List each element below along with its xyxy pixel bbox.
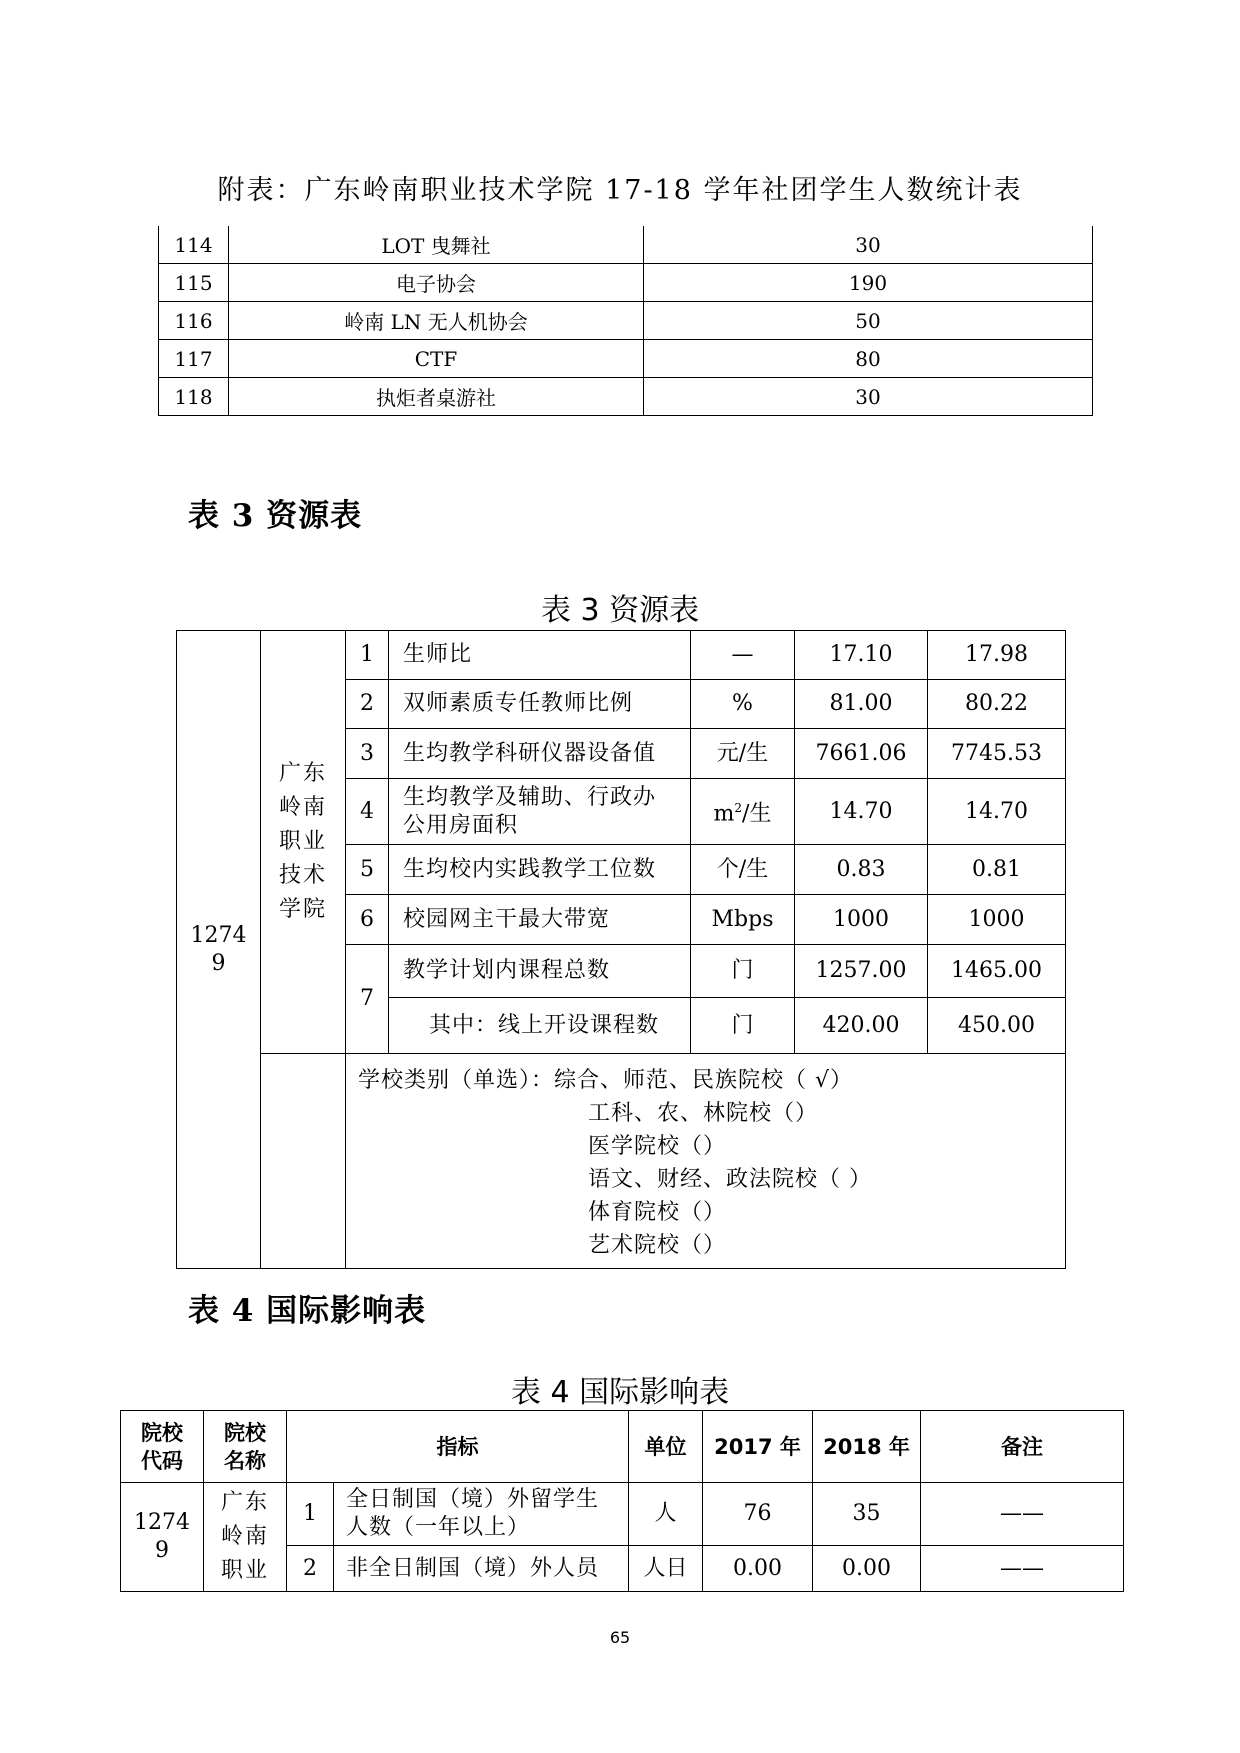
value-2017: 81.00 (795, 680, 928, 729)
unit: $m^2/$生 (691, 779, 795, 845)
table3-heading: 表 3 资源表 (188, 498, 363, 534)
table-row (177, 1054, 1066, 1269)
remark: —— (921, 1546, 1124, 1592)
table3-caption: 表 3 资源表 (540, 593, 700, 628)
value-2018: 0.00 (813, 1546, 921, 1592)
table4-heading: 表 4 国际影响表 (188, 1293, 427, 1329)
indicator-sub-label: 其中：线上开设课程数 (389, 998, 691, 1054)
club-number: 118 (159, 378, 229, 416)
table-row (159, 340, 1093, 378)
header-2017: 2017 年 (703, 1411, 813, 1483)
club-count: 80 (644, 340, 1093, 378)
header-remark: 备注 (921, 1411, 1124, 1483)
value-2017: 420.00 (795, 998, 928, 1054)
value-2017: 0.83 (795, 845, 928, 895)
value-2018: 35 (813, 1483, 921, 1546)
row-number: 6 (346, 895, 389, 945)
indicator-label: 非全日制国（境）外人员 (334, 1546, 629, 1592)
indicator-label: 生均教学科研仪器设备值 (389, 729, 691, 779)
header-unit: 单位 (629, 1411, 703, 1483)
table-header-row (121, 1411, 1124, 1483)
club-number: 115 (159, 264, 229, 302)
indicator-label: 教学计划内课程总数 (389, 945, 691, 998)
unit: 元/生 (691, 729, 795, 779)
header-2018: 2018 年 (813, 1411, 921, 1483)
row-number: 1 (346, 631, 389, 680)
indicator-label: 校园网主干最大带宽 (389, 895, 691, 945)
club-number: 114 (159, 226, 229, 264)
row-number: 3 (346, 729, 389, 779)
club-count: 190 (644, 264, 1093, 302)
club-number: 117 (159, 340, 229, 378)
value-2018: 1000 (928, 895, 1066, 945)
unit: 人 (629, 1483, 703, 1546)
club-name: 电子协会 (229, 264, 644, 302)
club-count: 30 (644, 378, 1093, 416)
school-name: 广东 岭南 职业 技术 学院 (261, 631, 346, 1054)
indicator-label: 全日制国（境）外留学生 人数（一年以上） (334, 1483, 629, 1546)
club-count: 30 (644, 226, 1093, 264)
value-2017: 0.00 (703, 1546, 813, 1592)
row-number: 7 (346, 945, 389, 1054)
value-2018: 14.70 (928, 779, 1066, 845)
school-code: 1274 9 (177, 631, 261, 1269)
indicator-label: 生均教学及辅助、行政办 公用房面积 (389, 779, 691, 845)
unit: 个/生 (691, 845, 795, 895)
club-count: 50 (644, 302, 1093, 340)
value-2017: 76 (703, 1483, 813, 1546)
value-2018: 80.22 (928, 680, 1066, 729)
table-row (177, 631, 1066, 680)
value-2017: 1257.00 (795, 945, 928, 998)
table-row (159, 226, 1093, 264)
header-school-name: 院校 名称 (204, 1411, 287, 1483)
club-name: 岭南 LN 无人机协会 (229, 302, 644, 340)
international-influence-table (120, 1410, 1124, 1592)
club-number: 116 (159, 302, 229, 340)
school-code: 1274 9 (121, 1483, 204, 1592)
value-2017: 7661.06 (795, 729, 928, 779)
school-name-continued (261, 1054, 346, 1269)
value-2018: 450.00 (928, 998, 1066, 1054)
value-2017: 17.10 (795, 631, 928, 680)
remark: —— (921, 1483, 1124, 1546)
value-2018: 1465.00 (928, 945, 1066, 998)
page-number: 65 (609, 1628, 631, 1647)
club-name: LOT 曳舞社 (229, 226, 644, 264)
header-school-code: 院校 代码 (121, 1411, 204, 1483)
unit: Mbps (691, 895, 795, 945)
row-number: 2 (346, 680, 389, 729)
unit: % (691, 680, 795, 729)
value-2018: 17.98 (928, 631, 1066, 680)
indicator-label: 双师素质专任教师比例 (389, 680, 691, 729)
value-2018: 0.81 (928, 845, 1066, 895)
table4-caption: 表 4 国际影响表 (510, 1375, 730, 1410)
unit: — (691, 631, 795, 680)
table-row (121, 1483, 1124, 1546)
row-number: 2 (287, 1546, 334, 1592)
table-row (159, 378, 1093, 416)
value-2018: 7745.53 (928, 729, 1066, 779)
row-number: 1 (287, 1483, 334, 1546)
resource-table (176, 630, 1066, 1269)
row-number: 4 (346, 779, 389, 845)
header-indicator: 指标 (287, 1411, 629, 1483)
table-row (159, 264, 1093, 302)
indicator-label: 生师比 (389, 631, 691, 680)
school-category: 学校类别（单选）：综合、师范、民族院校（ √） 工科、农、林院校（） 医学院校（） 语文、财经、政法院校（ ） 体育院校（） 艺术院校（） (346, 1054, 1066, 1269)
row-number: 5 (346, 845, 389, 895)
value-2017: 14.70 (795, 779, 928, 845)
unit: 门 (691, 998, 795, 1054)
unit: 人日 (629, 1546, 703, 1592)
club-name: CTF (229, 340, 644, 378)
value-2017: 1000 (795, 895, 928, 945)
table-row (159, 302, 1093, 340)
unit: 门 (691, 945, 795, 998)
club-membership-table (158, 226, 1093, 416)
club-name: 执炬者桌游社 (229, 378, 644, 416)
school-name: 广东 岭南 职业 (204, 1483, 287, 1592)
indicator-label: 生均校内实践教学工位数 (389, 845, 691, 895)
appendix-title: 附表：广东岭南职业技术学院 17-18 学年社团学生人数统计表 (217, 175, 1023, 206)
